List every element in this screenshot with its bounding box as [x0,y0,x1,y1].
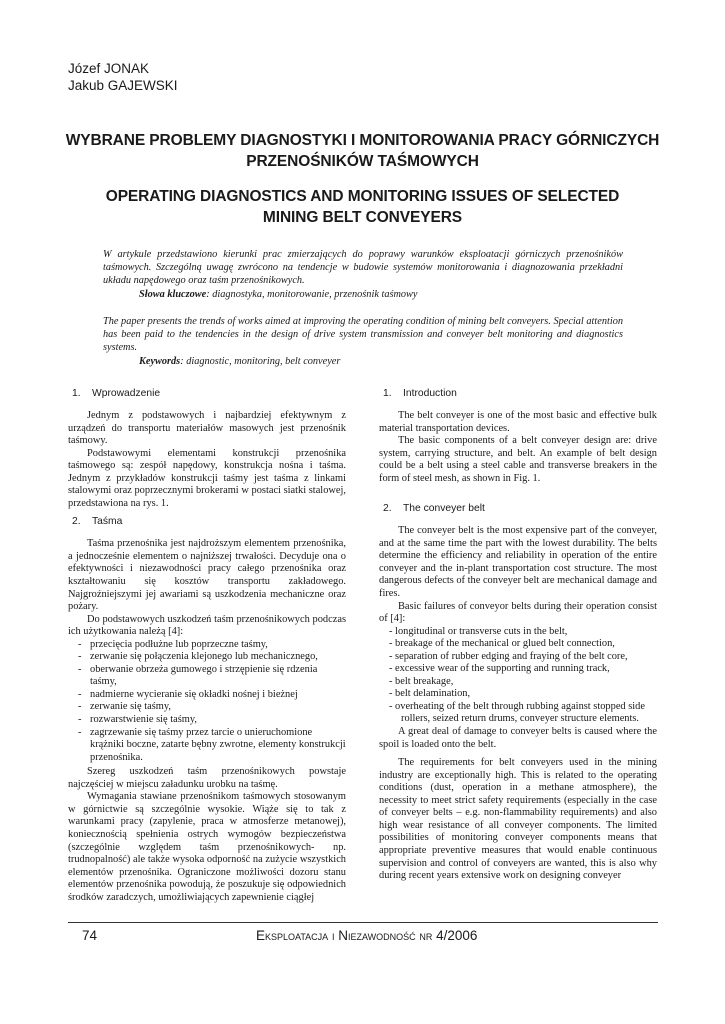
list-item: - overheating of the belt through rubbing against stopped side [389,700,645,712]
paragraph: Szereg uszkodzeń taśm przenośnikowych powstaje najczęściej w miejscu załadunku urobku na taśmę. [68,766,346,790]
paragraph: Wymagania stawiane przenośnikom taśmowych stosowanym w górnictwie są szczególnie wysokie. Wiąże się to tak z warunkami pracy (zapylenie, praca w atmosferze metanowej), koniecznością spełnienia ostrych wymogów bezpieczeństwa (szczególnie względem taśm przenośnikowych- np. trudnopalność) ale także wysoka odporność na zużycie wszystkich elementów przenośnika. Ograniczone możliwości dozoru stanu elementów przenośnika powodują, że poszukuje się odpowiednich środków zaradczych, umożliwiających zapewnienie ciągłej [68,791,346,903]
title-line: PRZENOŚNIKÓW TAŚMOWYCH [246,153,479,170]
footer-rule [68,922,658,923]
paragraph: Jednym z podstawowych i najbardziej efektywnym z urządzeń do transportu materiałów masowych jest przenośnik taśmowy. [68,410,346,447]
list-item: - przecięcia podłużne lub poprzeczne taśmy, [78,638,268,650]
paragraph: Do podstawowych uszkodzeń taśm przenośnikowych podczas ich użytkowania należą [4]: [68,613,346,638]
section-heading [68,515,346,529]
list-item: - zerwanie się połączenia klejonego lub mechanicznego, [78,651,318,663]
section-number: 1. [72,388,81,399]
paragraph: Taśma przenośnika jest najdroższym elementem przenośnika, a jednocześnie elementem o najniższej trwałości. Decyduje ona o efektywności i niezawodności pracy całego przenośnika oraz kształtowaniu się kosztów transportu zakładowego. Najgroźniejszymi jej awariami są uszkodzenia mechaniczne oraz pożary. [68,538,346,613]
list-item: - rozwarstwienie się taśmy, [78,714,197,726]
list-item: - separation of rubber edging and fraying of the belt core, [389,650,628,662]
paragraph: The requirements for belt conveyers used in the mining industry are exceptionally high. This is related to the operating conditions (dust, operation in a methane atmosphere), the necessity to meet strict safety requirements (especially in the case of conveyer belts – e.g. non-flammability requirements) and also high wear resistance of all conveyer components. The limited possibilities of monitoring conveyer components means that appropriate preventive measures that would enable continuous supervision and control of conveyers are wanted, this is also why during recent years extensive work on designing conveyer [379,757,657,882]
section-heading [68,387,346,401]
keywords [103,355,623,368]
section-number: 2. [72,516,81,528]
list-item: - belt breakage, [389,675,454,687]
list-item: - oberwanie obrzeża gumowego i strzępienie się rdzenia taśmy, [78,663,318,688]
section-heading [379,502,657,516]
column-english [379,387,657,883]
keywords-label: Słowa kluczowe [139,289,207,300]
paragraph: The belt conveyer is one of the most basic and effective bulk material transportation devices. [379,410,657,434]
paragraph: A great deal of damage to conveyer belts is caused where the spoil is loaded onto the belt. [379,726,657,750]
column-polish [68,387,346,904]
section-number: 2. [383,503,392,515]
section-title: Wprowadzenie [92,388,161,399]
author-name: Józef JONAK [68,61,150,76]
keywords-label: Keywords [139,356,181,367]
paragraph: Podstawowymi elementami konstrukcji przenośnika taśmowego są: zespół napędowy, konstrukcja nośna i taśma. Jednym z przykładów konstrukcji taśmy jest taśma z linkami stalowymi oraz poprzecznymi brokerami w postaci siatki stalowej, przedstawiona na rys. 1. [68,447,346,509]
list-item: - breakage of the mechanical or glued belt connection, [389,638,615,650]
title-line: WYBRANE PROBLEMY DIAGNOSTYKI I MONITOROWANIA PRACY GÓRNICZYCH [65,132,660,149]
page-number: 74 [82,928,98,943]
section-title: Introduction [403,388,457,399]
abstract-text: W artykule przedstawiono kierunki prac zmierzających do poprawy warunków eksploatacji górniczych przenośników taśmowych. Szczególną uwagę zwrócono na tendencje w budowie systemów monitorowania i diagnozowania przekładni układu napędowego oraz taśm przenośnikowych. [103,249,623,286]
list-item-continuation: rollers, seized return drums, conveyer structure elements. [401,713,640,725]
page-footer [68,928,658,948]
list-item: - zerwanie się taśmy, [78,701,171,713]
keywords [103,288,623,301]
title-line: OPERATING DIAGNOSTICS AND MONITORING ISSUES OF SELECTED [105,188,620,205]
author-name: Jakub GAJEWSKI [68,78,178,93]
list-item: - excessive wear of the supporting and running track, [389,663,610,675]
list-item: - zagrzewanie się taśmy przez tarcie o unieruchomione krążniki boczne, zatarte bębny zwrotne, elementy konstrukcji przenośnika. [78,726,346,763]
title-line: MINING BELT CONVEYERS [262,209,463,226]
title-polish [60,130,665,172]
keywords-value: : diagnostyka, monitorowanie, przenośnik taśmowy [206,289,418,300]
abstract-english [103,315,623,368]
list-item: - nadmierne wycieranie się okładki nośnej i bieżnej [78,688,298,700]
list-item: - longitudinal or transverse cuts in the belt, [389,625,568,637]
paragraph: The basic components of a belt conveyer design are: drive system, carrying structure, and belt. An example of belt design could be a belt using a steel cable and transverse breakers in the form of steel mesh, as shown in Fig. 1. [379,435,657,484]
abstract-polish [103,248,623,301]
list-item: - belt delamination, [389,688,471,700]
section-heading [379,387,657,401]
journal-name: Eksploatacja i Niezawodność nr 4/2006 [256,928,478,943]
paragraph: The conveyer belt is the most expensive part of the conveyer, and at the same time the part with the lowest durability. The belts determine the efficiency and reliability in operation of the entire conveyer and the in-plant transportation cost structure. The most dangerous defects of the conveyer belt are mechanical damage and fires. [379,525,657,600]
abstract-text: The paper presents the trends of works aimed at improving the operating condition of mining belt conveyers. Special attention has been paid to the tendencies in the design of drive system transmission and conveyer belt monitoring and diagnostics systems. [103,316,623,353]
paragraph: Basic failures of conveyor belts during their operation consist of [4]: [379,600,657,625]
keywords-value: : diagnostic, monitoring, belt conveyer [180,356,341,367]
section-number: 1. [383,388,392,399]
section-title: The conveyer belt [403,503,485,515]
title-english [60,186,665,228]
section-title: Taśma [92,516,123,528]
authors [68,60,178,94]
